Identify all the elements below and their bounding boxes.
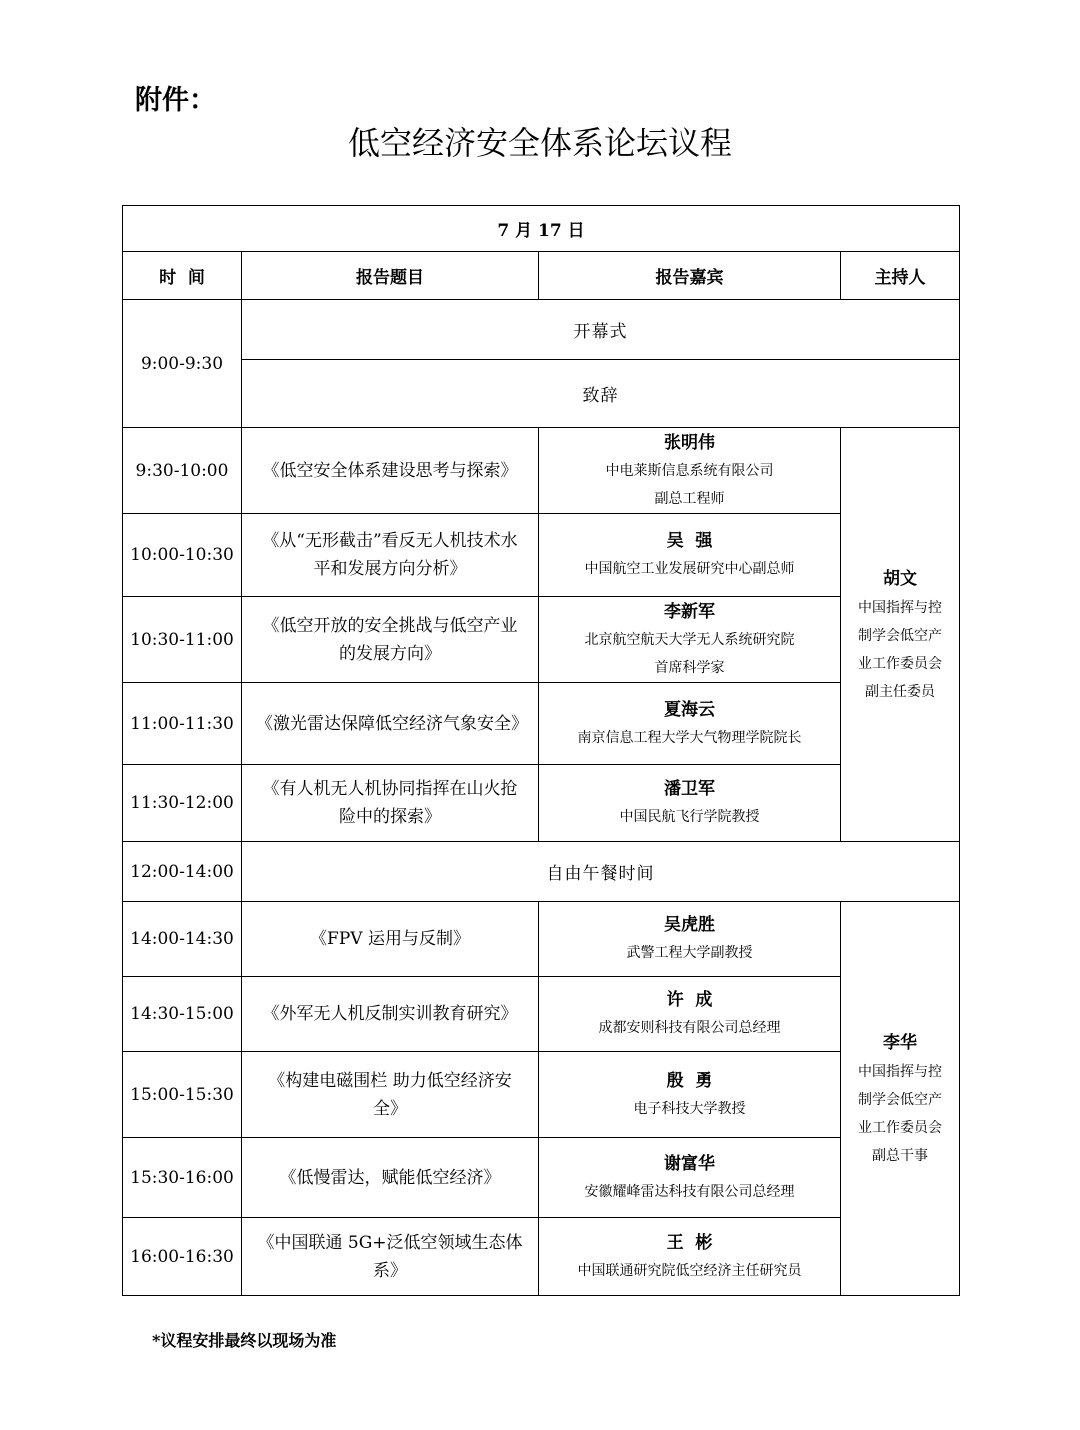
- time-cell: 16:00-16:30: [123, 1218, 242, 1296]
- topic-cell: 《从“无形截击”看反无人机技术水平和发展方向分析》: [242, 514, 539, 597]
- topic-cell: 《低空开放的安全挑战与低空产业的发展方向》: [242, 597, 539, 683]
- host-affiliation: 制学会低空产: [858, 1091, 942, 1108]
- host-affiliation: 副总干事: [872, 1147, 928, 1164]
- lunch-cell: 自由午餐时间: [242, 842, 960, 902]
- speaker-cell: [539, 514, 841, 597]
- speech-row: [123, 360, 960, 428]
- speaker-affiliation: 北京航空航天大学无人系统研究院: [584, 631, 795, 648]
- speaker-name: 王 彬: [666, 1232, 713, 1253]
- time-cell: 9:00-9:30: [123, 300, 242, 428]
- speaker-name: 李新军: [664, 601, 715, 622]
- speaker-cell: [539, 765, 841, 842]
- speaker-name: 潘卫军: [664, 779, 715, 799]
- attachment-label: 附件：: [135, 85, 216, 116]
- topic-cell: 《激光雷达保障低空经济气象安全》: [242, 683, 539, 765]
- agenda-row: [123, 1138, 960, 1218]
- column-header-host: 主持人: [841, 252, 960, 300]
- speaker-name: 吴 强: [666, 531, 713, 551]
- agenda-row: [123, 1218, 960, 1296]
- speaker-affiliation: 中电莱斯信息系统有限公司: [605, 462, 774, 479]
- speaker-affiliation: 安徽耀峰雷达科技有限公司总经理: [584, 1183, 795, 1200]
- speaker-cell: [539, 1138, 841, 1218]
- agenda-row: [123, 765, 960, 842]
- agenda-row: [123, 977, 960, 1052]
- topic-cell: 《中国联通 5G+泛低空领域生态体系》: [242, 1218, 539, 1296]
- speaker-cell: [539, 902, 841, 977]
- topic-cell: 《构建电磁围栏 助力低空经济安全》: [242, 1052, 539, 1138]
- speaker-affiliation: 成都安则科技有限公司总经理: [598, 1020, 781, 1036]
- topic-cell: 《低慢雷达，赋能低空经济》: [242, 1138, 539, 1218]
- time-cell: 12:00-14:00: [123, 842, 242, 902]
- speaker-affiliation: 南京信息工程大学大气物理学院院长: [577, 729, 802, 746]
- column-header-speaker: 报告嘉宾: [539, 252, 841, 300]
- time-cell: 9:30-10:00: [123, 428, 242, 514]
- opening-row: [123, 300, 960, 360]
- date-cell: 7 月 17 日: [123, 206, 960, 252]
- agenda-row: [123, 1052, 960, 1138]
- time-cell: 10:00-10:30: [123, 514, 242, 597]
- time-cell: 10:30-11:00: [123, 597, 242, 683]
- speaker-affiliation: 副总工程师: [654, 490, 725, 507]
- page-title: 低空经济安全体系论坛议程: [347, 124, 732, 162]
- date-row: [123, 206, 960, 252]
- speaker-affiliation: 首席科学家: [654, 659, 725, 676]
- speaker-name: 吴虎胜: [664, 915, 715, 935]
- agenda-row: [123, 683, 960, 765]
- host-affiliation: 中国指挥与控: [858, 599, 942, 616]
- speaker-affiliation: 中国联通研究院低空经济主任研究员: [577, 1262, 802, 1279]
- speaker-affiliation: 中国航空工业发展研究中心副总师: [584, 561, 795, 577]
- speaker-affiliation: 电子科技大学教授: [633, 1100, 746, 1117]
- speaker-name: 夏海云: [664, 699, 715, 720]
- host-cell: [841, 428, 960, 842]
- speaker-name: 谢富华: [664, 1153, 715, 1174]
- topic-cell: 《外军无人机反制实训教育研究》: [242, 977, 539, 1052]
- topic-cell: 《低空安全体系建设思考与探索》: [242, 428, 539, 514]
- speaker-cell: [539, 1052, 841, 1138]
- footnote: *议程安排最终以现场为准: [152, 1331, 337, 1350]
- host-affiliation: 制学会低空产: [858, 627, 942, 644]
- time-cell: 14:30-15:00: [123, 977, 242, 1052]
- time-cell: 15:30-16:00: [123, 1138, 242, 1218]
- agenda-row: [123, 902, 960, 977]
- column-header-topic: 报告题目: [242, 252, 539, 300]
- speech-cell: 致辞: [242, 360, 960, 428]
- host-name: 胡文: [883, 568, 917, 589]
- host-affiliation: 中国指挥与控: [858, 1063, 942, 1080]
- host-affiliation: 业工作委员会: [858, 655, 942, 672]
- host-cell: [841, 902, 960, 1296]
- time-cell: 11:00-11:30: [123, 683, 242, 765]
- agenda-row: [123, 428, 960, 514]
- topic-cell: 《FPV 运用与反制》: [242, 902, 539, 977]
- host-name: 李华: [883, 1032, 917, 1053]
- host-affiliation: 业工作委员会: [858, 1119, 942, 1136]
- speaker-cell: [539, 977, 841, 1052]
- speaker-cell: [539, 683, 841, 765]
- speaker-name: 殷 勇: [666, 1070, 713, 1091]
- agenda-row: [123, 514, 960, 597]
- speaker-name: 张明伟: [664, 432, 715, 453]
- header-row: [123, 252, 960, 300]
- time-cell: 15:00-15:30: [123, 1052, 242, 1138]
- host-affiliation: 副主任委员: [865, 683, 935, 700]
- agenda-table: [122, 205, 960, 1296]
- agenda-row: [123, 597, 960, 683]
- column-header-time: 时 间: [123, 252, 242, 300]
- opening-ceremony-cell: 开幕式: [242, 300, 960, 360]
- speaker-name: 许 成: [666, 990, 713, 1010]
- time-cell: 14:00-14:30: [123, 902, 242, 977]
- speaker-cell: [539, 1218, 841, 1296]
- speaker-affiliation: 中国民航飞行学院教授: [619, 809, 760, 825]
- speaker-affiliation: 武警工程大学副教授: [626, 945, 753, 961]
- speaker-cell: [539, 597, 841, 683]
- time-cell: 11:30-12:00: [123, 765, 242, 842]
- speaker-cell: [539, 428, 841, 514]
- topic-cell: 《有人机无人机协同指挥在山火抢险中的探索》: [242, 765, 539, 842]
- lunch-row: [123, 842, 960, 902]
